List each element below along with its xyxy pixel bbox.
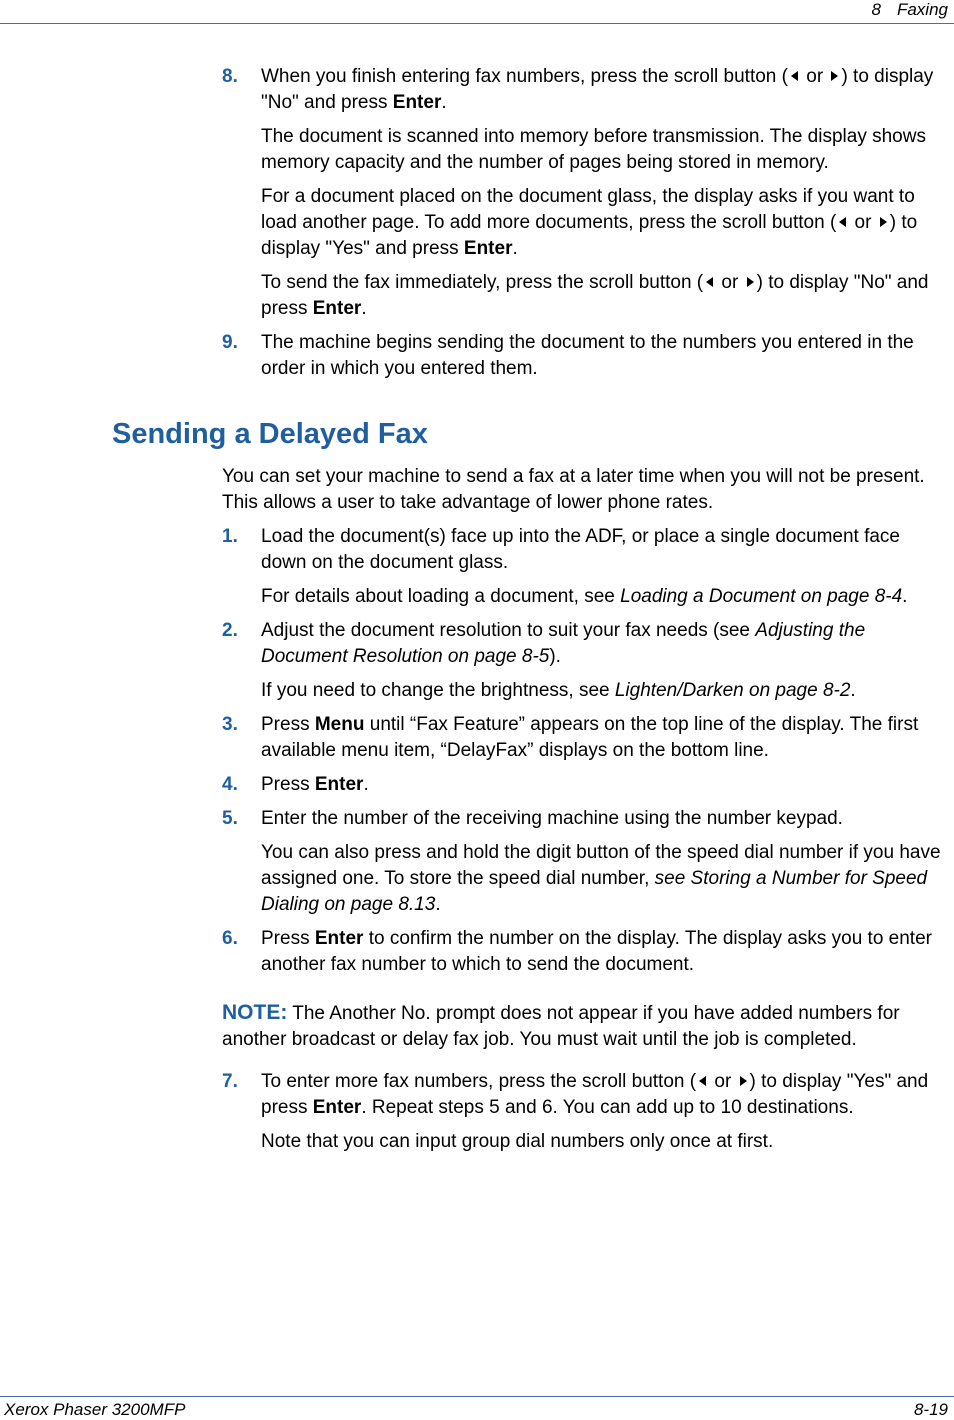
chapter-title: Faxing bbox=[896, 0, 948, 19]
cross-reference: Lighten/Darken on page 8-2 bbox=[614, 680, 851, 701]
step-number: 7. bbox=[222, 1071, 238, 1092]
scroll-left-icon bbox=[699, 1076, 706, 1086]
footer-rule bbox=[0, 1396, 954, 1397]
note bbox=[0, 1000, 954, 1053]
step-number: 1. bbox=[222, 526, 238, 547]
chapter-number: 8 bbox=[871, 0, 881, 19]
note-label: NOTE: bbox=[222, 1001, 288, 1024]
cross-reference: Loading a Document on page 8-4 bbox=[620, 586, 903, 607]
step-1 bbox=[0, 524, 954, 610]
step-3 bbox=[0, 712, 954, 764]
step-text: When you finish entering fax numbers, press the scroll button ( or ) to display "No" and press Enter. bbox=[261, 66, 934, 113]
scroll-right-icon bbox=[740, 1076, 747, 1086]
step-number: 3. bbox=[222, 714, 238, 735]
step-text: Press Enter. bbox=[261, 774, 369, 795]
step-text: Enter the number of the receiving machine using the number keypad. bbox=[261, 808, 843, 829]
step-detail: For details about loading a document, see Loading a Document on page 8-4. bbox=[261, 586, 908, 607]
step-7 bbox=[0, 1069, 954, 1155]
step-6 bbox=[0, 926, 954, 978]
step-text: Press Menu until “Fax Feature” appears on the top line of the display. The first available menu item, “DelayFax” displays on the bottom line. bbox=[261, 714, 919, 761]
step-number: 8. bbox=[222, 66, 238, 87]
footer-page-number: 8-19 bbox=[913, 1400, 948, 1419]
step-text: Load the document(s) face up into the ADF, or place a single document face down on the document glass. bbox=[261, 526, 900, 573]
scroll-left-icon bbox=[839, 217, 846, 227]
cross-reference: see Storing a Number for Speed Dialing on page 8.13 bbox=[261, 868, 928, 915]
step-number: 5. bbox=[222, 808, 238, 829]
scroll-right-icon bbox=[880, 217, 887, 227]
step-text: Adjust the document resolution to suit your fax needs (see Adjusting the Document Resolution on page 8-5). bbox=[261, 620, 866, 667]
step-detail: The document is scanned into memory before transmission. The display shows memory capacity and the number of pages being stored in memory. bbox=[261, 126, 926, 173]
step-4 bbox=[0, 772, 954, 798]
step-detail: You can also press and hold the digit button of the speed dial number if you have assigned one. To store the speed dial number, see Storing a Number for Speed Dialing on page 8.13. bbox=[261, 842, 941, 915]
page-header bbox=[872, 0, 949, 20]
step-text: Press Enter to confirm the number on the display. The display asks you to enter another fax number to which to send the document. bbox=[261, 928, 932, 975]
cross-reference: Adjusting the Document Resolution on page 8-5 bbox=[261, 620, 866, 667]
scroll-right-icon bbox=[747, 277, 754, 287]
step-text: The machine begins sending the document to the numbers you entered in the order in which you entered them. bbox=[261, 332, 914, 379]
step-detail: For a document placed on the document glass, the display asks if you want to load another page. To add more documents, press the scroll button ( or ) to display "Yes" and press Enter. bbox=[261, 186, 918, 259]
step-text: To enter more fax numbers, press the scroll button ( or ) to display "Yes" and press Enter. Repeat steps 5 and 6. You can add up to 10 destinations. bbox=[261, 1071, 929, 1118]
section-title: Sending a Delayed Fax bbox=[112, 418, 428, 450]
page-content bbox=[0, 64, 954, 1163]
scroll-left-icon bbox=[791, 71, 798, 81]
step-detail: Note that you can input group dial numbers only once at first. bbox=[261, 1131, 774, 1152]
step-2 bbox=[0, 618, 954, 704]
step-9 bbox=[0, 330, 954, 382]
note-text: The Another No. prompt does not appear if you have added numbers for another broadcast or delay fax job. You must wait until the job is completed. bbox=[222, 1003, 900, 1050]
step-number: 4. bbox=[222, 774, 238, 795]
section-intro: You can set your machine to send a fax at a later time when you will not be present. This allows a user to take advantage of lower phone rates. bbox=[222, 466, 925, 513]
step-number: 6. bbox=[222, 928, 238, 949]
step-detail: To send the fax immediately, press the scroll button ( or ) to display "No" and press Enter. bbox=[261, 272, 929, 319]
step-8 bbox=[0, 64, 954, 322]
step-number: 9. bbox=[222, 332, 238, 353]
scroll-left-icon bbox=[706, 277, 713, 287]
scroll-right-icon bbox=[831, 71, 838, 81]
footer-product: Xerox Phaser 3200MFP bbox=[4, 1400, 186, 1419]
step-detail: If you need to change the brightness, see Lighten/Darken on page 8-2. bbox=[261, 680, 856, 701]
header-rule bbox=[0, 23, 954, 24]
step-number: 2. bbox=[222, 620, 238, 641]
step-5 bbox=[0, 806, 954, 918]
